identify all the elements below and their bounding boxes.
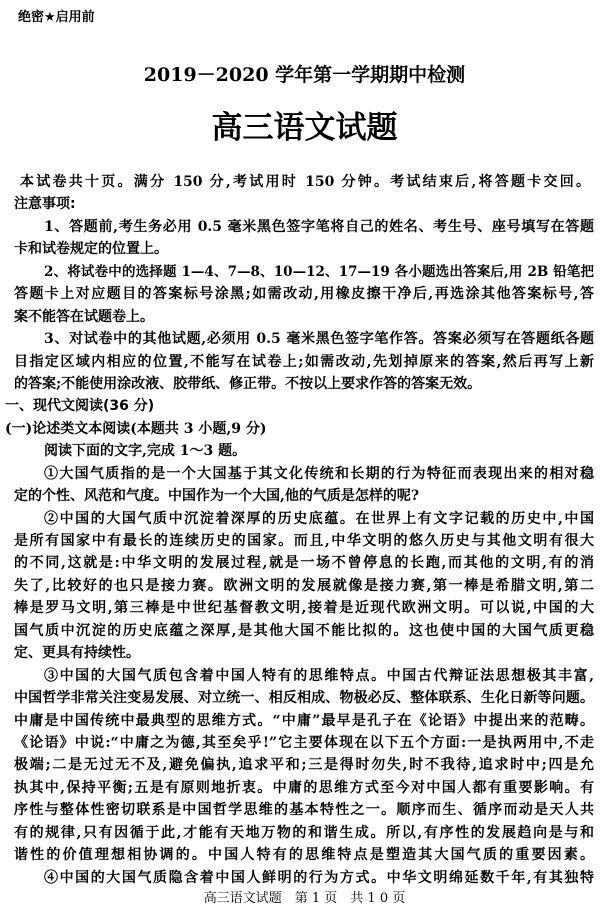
notice-item-2-line-1: 2、将试卷中的选择题 1—4、7—8、10—12、17—19 各小题选出答案后,用 2B 铅笔把 [44,263,594,280]
paragraph-2-line-1: ②中国的大国气质中沉淀着深厚的历史底蕴。在世界上有文字记载的历史中,中国 [44,510,594,527]
paragraph-2-line-2: 是所有国家中有最长的连续历史的国家。而且,中华文明的悠久历史与其他文明有很大 [14,533,594,549]
notice-item-1-line-2: 卡和试卷规定的位置上。 [14,241,168,258]
paragraph-3-line-3: 中庸是中国传统中最典型的思维方式。“中庸”最早是孔子在《论语》中提出来的范畴。 [14,712,594,729]
section-heading: 一、现代文阅读(36 分) [5,398,155,415]
paragraph-2-line-6: 国气质中沉淀的历史底蕴之深厚,是其他大国不能比拟的。这也使中国的大国气质更稳 [14,622,594,639]
paragraph-3-line-8: 有的规律,只有因循于此,才能有天地万物的和谐生成。所以,有序性的发展趋向是与和 [14,824,594,841]
notice-item-2-line-3: 案不能答在试题卷上。 [14,308,154,325]
page-footer: 高三语文试题 第 1 页 共 1 0 页 [203,891,406,906]
notice-item-3-line-2: 目指定区域内相应的位置,不能写在试卷上;如需改动,先划掉原来的答案,然后再写上新 [14,353,594,370]
paragraph-2-line-5: 棒是罗马文明,第三棒是中世纪基督教文明,接着是近现代欧洲文明。可以说,中国的大 [14,600,594,617]
paragraph-2 [0,508,609,665]
paragraph-2-line-3: 的不同,这就是:中华文明的发展过程,就是一场不曾停息的长跑,而其他的文明,有的消 [14,555,594,572]
subsection-heading: (一)论述类文本阅读(本题共 3 小题,9 分) [5,420,267,437]
notice-heading: 注意事项: [14,196,76,213]
paragraph-3-line-2: 中国哲学非常关注变易发展、对立统一、相反相成、物极必反、整体联系、生化日新等问题。 [14,690,594,707]
paragraph-3-line-6: 执其中,保持平衡;五是有原则地折衷。中庸的思维方式至今对中国人都有重要影响。有 [14,779,594,796]
paragraph-3-line-5: 极端;二是无过无不及,避免偏执,追求平和;三是得时勿失,时不我待,追求时中;四是允 [14,757,594,774]
passage [0,463,609,889]
notice-item-2-line-2: 答题卡上对应题目的答案标号涂黑;如需改动,用橡皮擦干净后,再选涂其他答案标号,答 [14,286,594,303]
notice-item-1-line-1: 1、答题前,考生务必用 0.5 毫米黑色签字笔将自己的姓名、考生号、座号填写在答题 [44,218,594,235]
paragraph-1-line-2: 定的个性、风范和气度。中国作为一个大国,他的气质是怎样的呢? [14,488,420,505]
notice-item-3-line-1: 3、对试卷中的其他试题,必须用 0.5 毫米黑色签字笔作答。答案必须写在答题纸各题 [44,331,594,348]
reading-instruction: 阅读下面的文字,完成 1～3 题。 [44,443,247,460]
subject-title: 高三语文试题 [211,110,398,146]
notice-item-3-line-3: 的答案;不能使用涂改液、胶带纸、修正带。不按以上要求作答的答案无效。 [14,375,482,392]
paragraph-4-line-1: ④中国的大国气质隐含着中国人鲜明的行为方式。中华文明绵延数千年,有其独特 [44,869,594,886]
paragraph-2-line-4: 失了,比较好的也只是接力赛。欧洲文明的发展就像是接力赛,第一棒是希腊文明,第二 [14,577,594,594]
paragraph-4 [0,867,609,889]
paragraph-1-line-1: ①大国气质指的是一个大国基于其文化传统和长期的行为特征而表现出来的相对稳 [44,465,594,482]
paragraph-3 [0,665,609,867]
confidential-label: 绝密★启用前 [18,10,95,25]
exam-title: 2019－2020 学年第一学期期中检测 [143,64,466,86]
notice-item-1 [0,216,609,261]
paragraph-3-line-1: ③中国的大国气质包含着中国人特有的思维特点。中国古代辩证法思想极其丰富, [44,667,594,684]
exam-body [0,171,609,889]
notice-item-3 [0,328,609,395]
paragraph-1 [0,463,609,508]
paragraph-3-line-4: 《论语》中说:“中庸之为德,其至矣乎!”它主要体现在以下五个方面:一是执两用中,不走 [14,734,594,751]
notice-section [0,193,609,395]
notice-item-2 [0,261,609,328]
paragraph-2-line-7: 定、更具有持续性。 [14,645,140,662]
instructions-intro: 本试卷共十页。满分 150 分,考试用时 150 分钟。考试结束后,将答题卡交回。 [20,174,590,190]
paragraph-3-line-9: 谐性的价值理想相协调的。中国人特有的思维特点是塑造其大国气质的重要因素。 [14,847,594,864]
paragraph-3-line-7: 序性与整体性密切联系是中国哲学思维的基本特性之一。顺序而生、循序而动是天人共 [14,802,594,819]
